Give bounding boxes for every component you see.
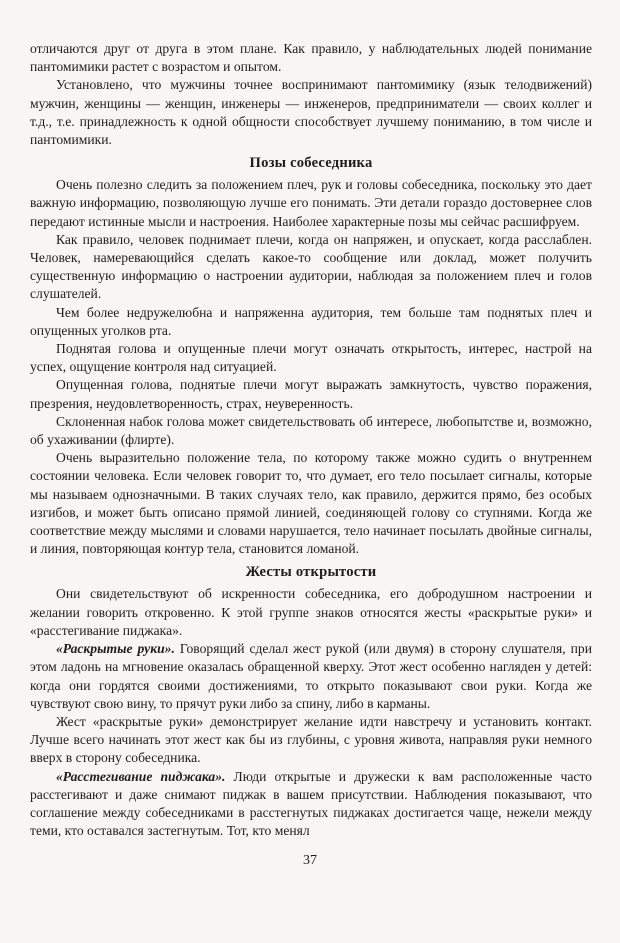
paragraph-13 xyxy=(30,768,592,841)
term-open-hands: «Раскрытые руки». xyxy=(56,641,175,657)
section-heading-openness: Жесты открытости xyxy=(245,564,377,581)
paragraph-8: Склоненная набок голова может свидетельствовать об интересе, любопытстве и, возможно, об ухаживании (флирте). xyxy=(30,413,592,448)
paragraph-9: Очень выразительно положение тела, по которому также можно судить о внутреннем состоянии человека. Если человек говорит то, что думает, его тело посылает сигналы, которые мы называем однозначными. В таких случаях тело, как правило, держится прямо, без особых изгибов, и может быть описано прямой линией, соединяющей голову со ступнями. Когда же соответствие между мыслями и словами нарушается, тело начинает посылать двойные сигналы, и линия, повторяющая контур тела, становится ломаной. xyxy=(30,450,592,557)
paragraph-6: Поднятая голова и опущенные плечи могут означать открытость, интерес, настрой на успех, ощущение контроля над ситуацией. xyxy=(30,341,592,375)
paragraph-10: Они свидетельствуют об искренности собеседника, его добродушном настроении и желании говорить откровенно. К этой группе знаков относятся жесты «раскрытые руки» и «расстегивание пиджака». xyxy=(30,586,592,638)
paragraph-13-text: Люди открытые и дружески к вам расположенные часто расстегивают и даже снимают пиджак в вашем присутствии. Наблюдения показывают, что соглашение между собеседниками в расстегнутых пиджаках достигается чаще, нежели между теми, кто оставался застегнутым. Тот, кто менял xyxy=(30,768,592,839)
paragraph-7: Опущенная голова, поднятые плечи могут выражать замкнутость, чувство поражения, презрения, неудовлетворенность, страх, неуверенность. xyxy=(30,377,592,411)
paragraph-3: Очень полезно следить за положением плеч, рук и головы собеседника, поскольку это дает важную информацию, позволяющую лучше его понимать. Эти детали гораздо достовернее слов передают истинные мысли и настроения. Наиболее характерные позы мы сейчас расшифруем. xyxy=(30,177,592,229)
paragraph-1: отличаются друг от друга в этом плане. Как правило, у наблюдательных людей понимание пантомимики растет с возрастом и опытом. xyxy=(30,41,592,75)
paragraph-4: Как правило, человек поднимает плечи, когда он напряжен, и опускает, когда расслаблен. Человек, намеревающийся сделать какое-то сообщение или доклад, может получить существенную информацию о настроении аудитории, наблюдая за положением плеч и голов слушателей. xyxy=(30,231,592,302)
book-page xyxy=(30,40,592,840)
paragraph-12: Жест «раскрытые руки» демонстрирует желание идти навстречу и установить контакт. Лучше всего начинать этот жест как бы из глубины, с уровня живота, направляя руки немного вверх в сторону собеседника. xyxy=(30,713,592,766)
paragraph-2: Установлено, что мужчины точнее воспринимают пантомимику (язык телодвижений) мужчин, женщины — женщин, инженеры — инженеров, предприниматели — своих коллег и т.д., т.е. принадлежность к одной общности способствует лучшему пониманию, в том числе и пантомимики. xyxy=(30,77,592,148)
page-number: 37 xyxy=(303,853,317,868)
paragraph-5: Чем более недружелюбна и напряженна аудитория, тем больше там поднятых плеч и опущенных уголков рта. xyxy=(30,304,592,338)
paragraph-11 xyxy=(30,640,592,713)
term-unbuttoning-jacket: «Расстегивание пиджака». xyxy=(56,768,226,784)
paragraph-11-text: Говорящий сделал жест рукой (или двумя) в сторону слушателя, при этом ладонь на мгновение оказалась обращенной кверху. Этот жест особенно нагляден у детей: когда они гордятся своими достижениями, то открыто показывают свои руки. Когда же чувствуют свою вину, то прячут руки либо за спину, либо в карманы. xyxy=(30,641,592,711)
section-heading-poses: Позы собеседника xyxy=(249,155,373,172)
